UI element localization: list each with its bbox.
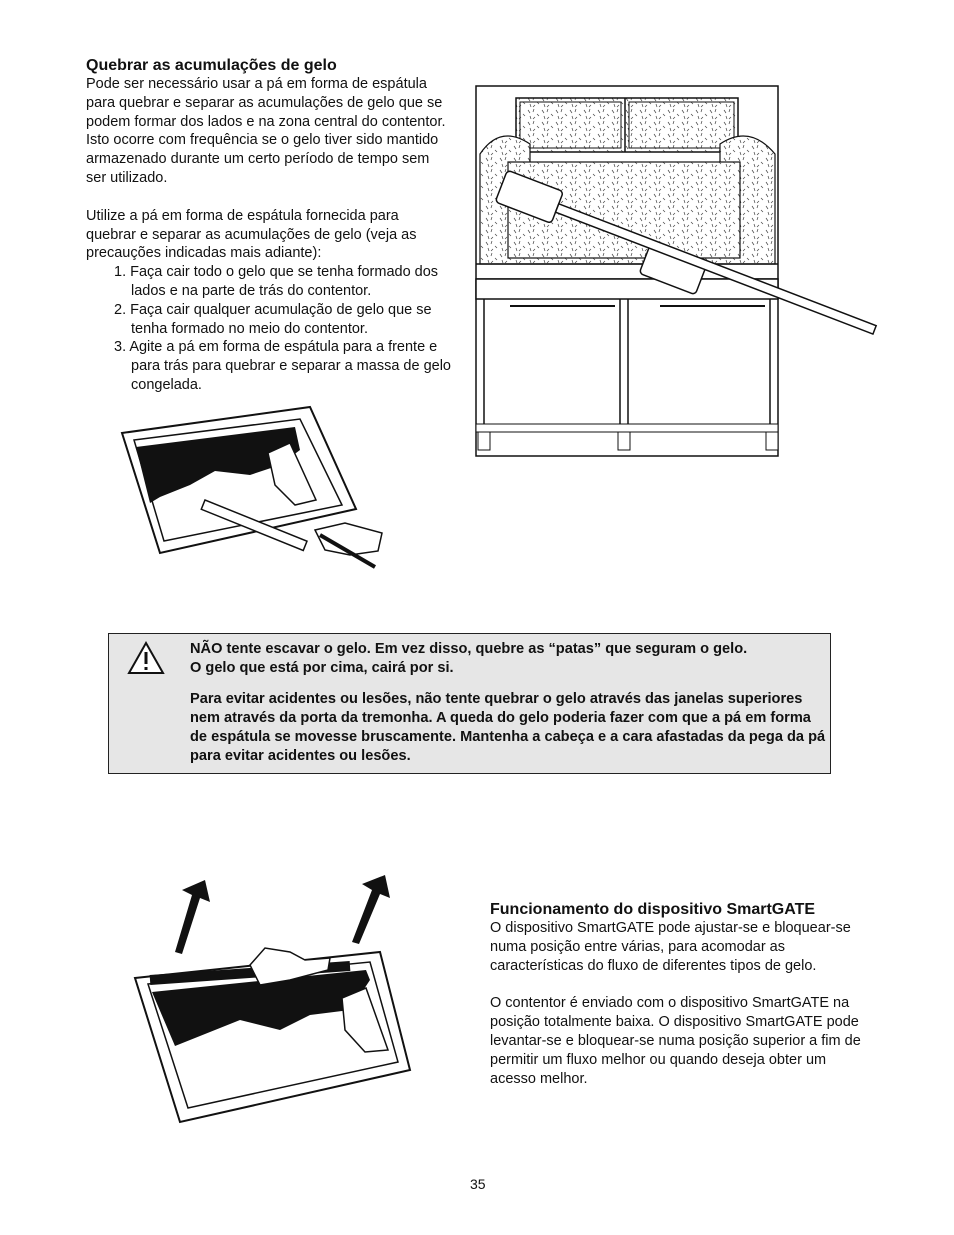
warning-paragraph: Para evitar acidentes ou lesões, não tente quebrar o gelo através das janelas superiores nem através da porta da tremonha. A queda do gelo poderia fazer com que a pá em forma de espátula se movesse bruscamente. Mantenha a cabeça e a cara afastadas da pega da pá para evitar acidentes ou lesões. xyxy=(190,691,826,764)
warning-triangle-icon xyxy=(127,641,165,675)
warning-text xyxy=(190,640,830,766)
intro-paragraph: Pode ser necessário usar a pá em forma de espátula para quebrar e separar as acumulações de gelo que se podem formar dos lados e na zona central do contentor. Isto ocorre com frequência se o gelo tiver sido mantido armazenado durante um certo período de tempo sem ser utilizado. xyxy=(86,76,446,186)
step-item: 3. Agite a pá em forma de espátula para a frente e para trás para quebrar e separar a massa de gelo congelada. xyxy=(114,339,451,393)
steps-list xyxy=(86,263,451,395)
warning-box xyxy=(108,633,831,774)
section-ice-breaking xyxy=(86,56,451,395)
instructions-paragraph: Utilize a pá em forma de espátula fornecida para quebrar e separar as acumulações de gelo (veja as precauções indicadas mais adiante): xyxy=(86,207,417,262)
ice-bin-illustration xyxy=(470,84,890,464)
smartgate-paragraph: O dispositivo SmartGATE pode ajustar-se e bloquear-se numa posição entre várias, para acomodar as características do fluxo de diferentes tipos de gelo. xyxy=(490,920,851,974)
smartgate-illustration xyxy=(130,870,420,1130)
warning-line: NÃO tente escavar o gelo. Em vez disso, quebre as “patas” que seguram o gelo. xyxy=(190,641,748,657)
warning-line: O gelo que está por cima, cairá por si. xyxy=(190,660,454,676)
step-item: 2. Faça cair qualquer acumulação de gelo que se tenha formado no meio do contentor. xyxy=(114,301,432,337)
breaking-ice-illustration xyxy=(120,405,390,575)
step-item: 1. Faça cair todo o gelo que se tenha formado dos lados e na parte de trás do contentor. xyxy=(114,264,439,299)
section-title: Funcionamento do dispositivo SmartGATE xyxy=(490,901,816,918)
page-number: 35 xyxy=(470,1176,486,1192)
smartgate-paragraph: O contentor é enviado com o dispositivo SmartGATE na posição totalmente baixa. O dispositivo SmartGATE pode levantar-se e bloquear-se numa posição superior a fim de permitir um fluxo melhor ou quando deseja obter um acesso melhor. xyxy=(490,995,861,1087)
section-title: Quebrar as acumulações de gelo xyxy=(86,57,337,74)
section-smartgate xyxy=(490,900,870,1088)
